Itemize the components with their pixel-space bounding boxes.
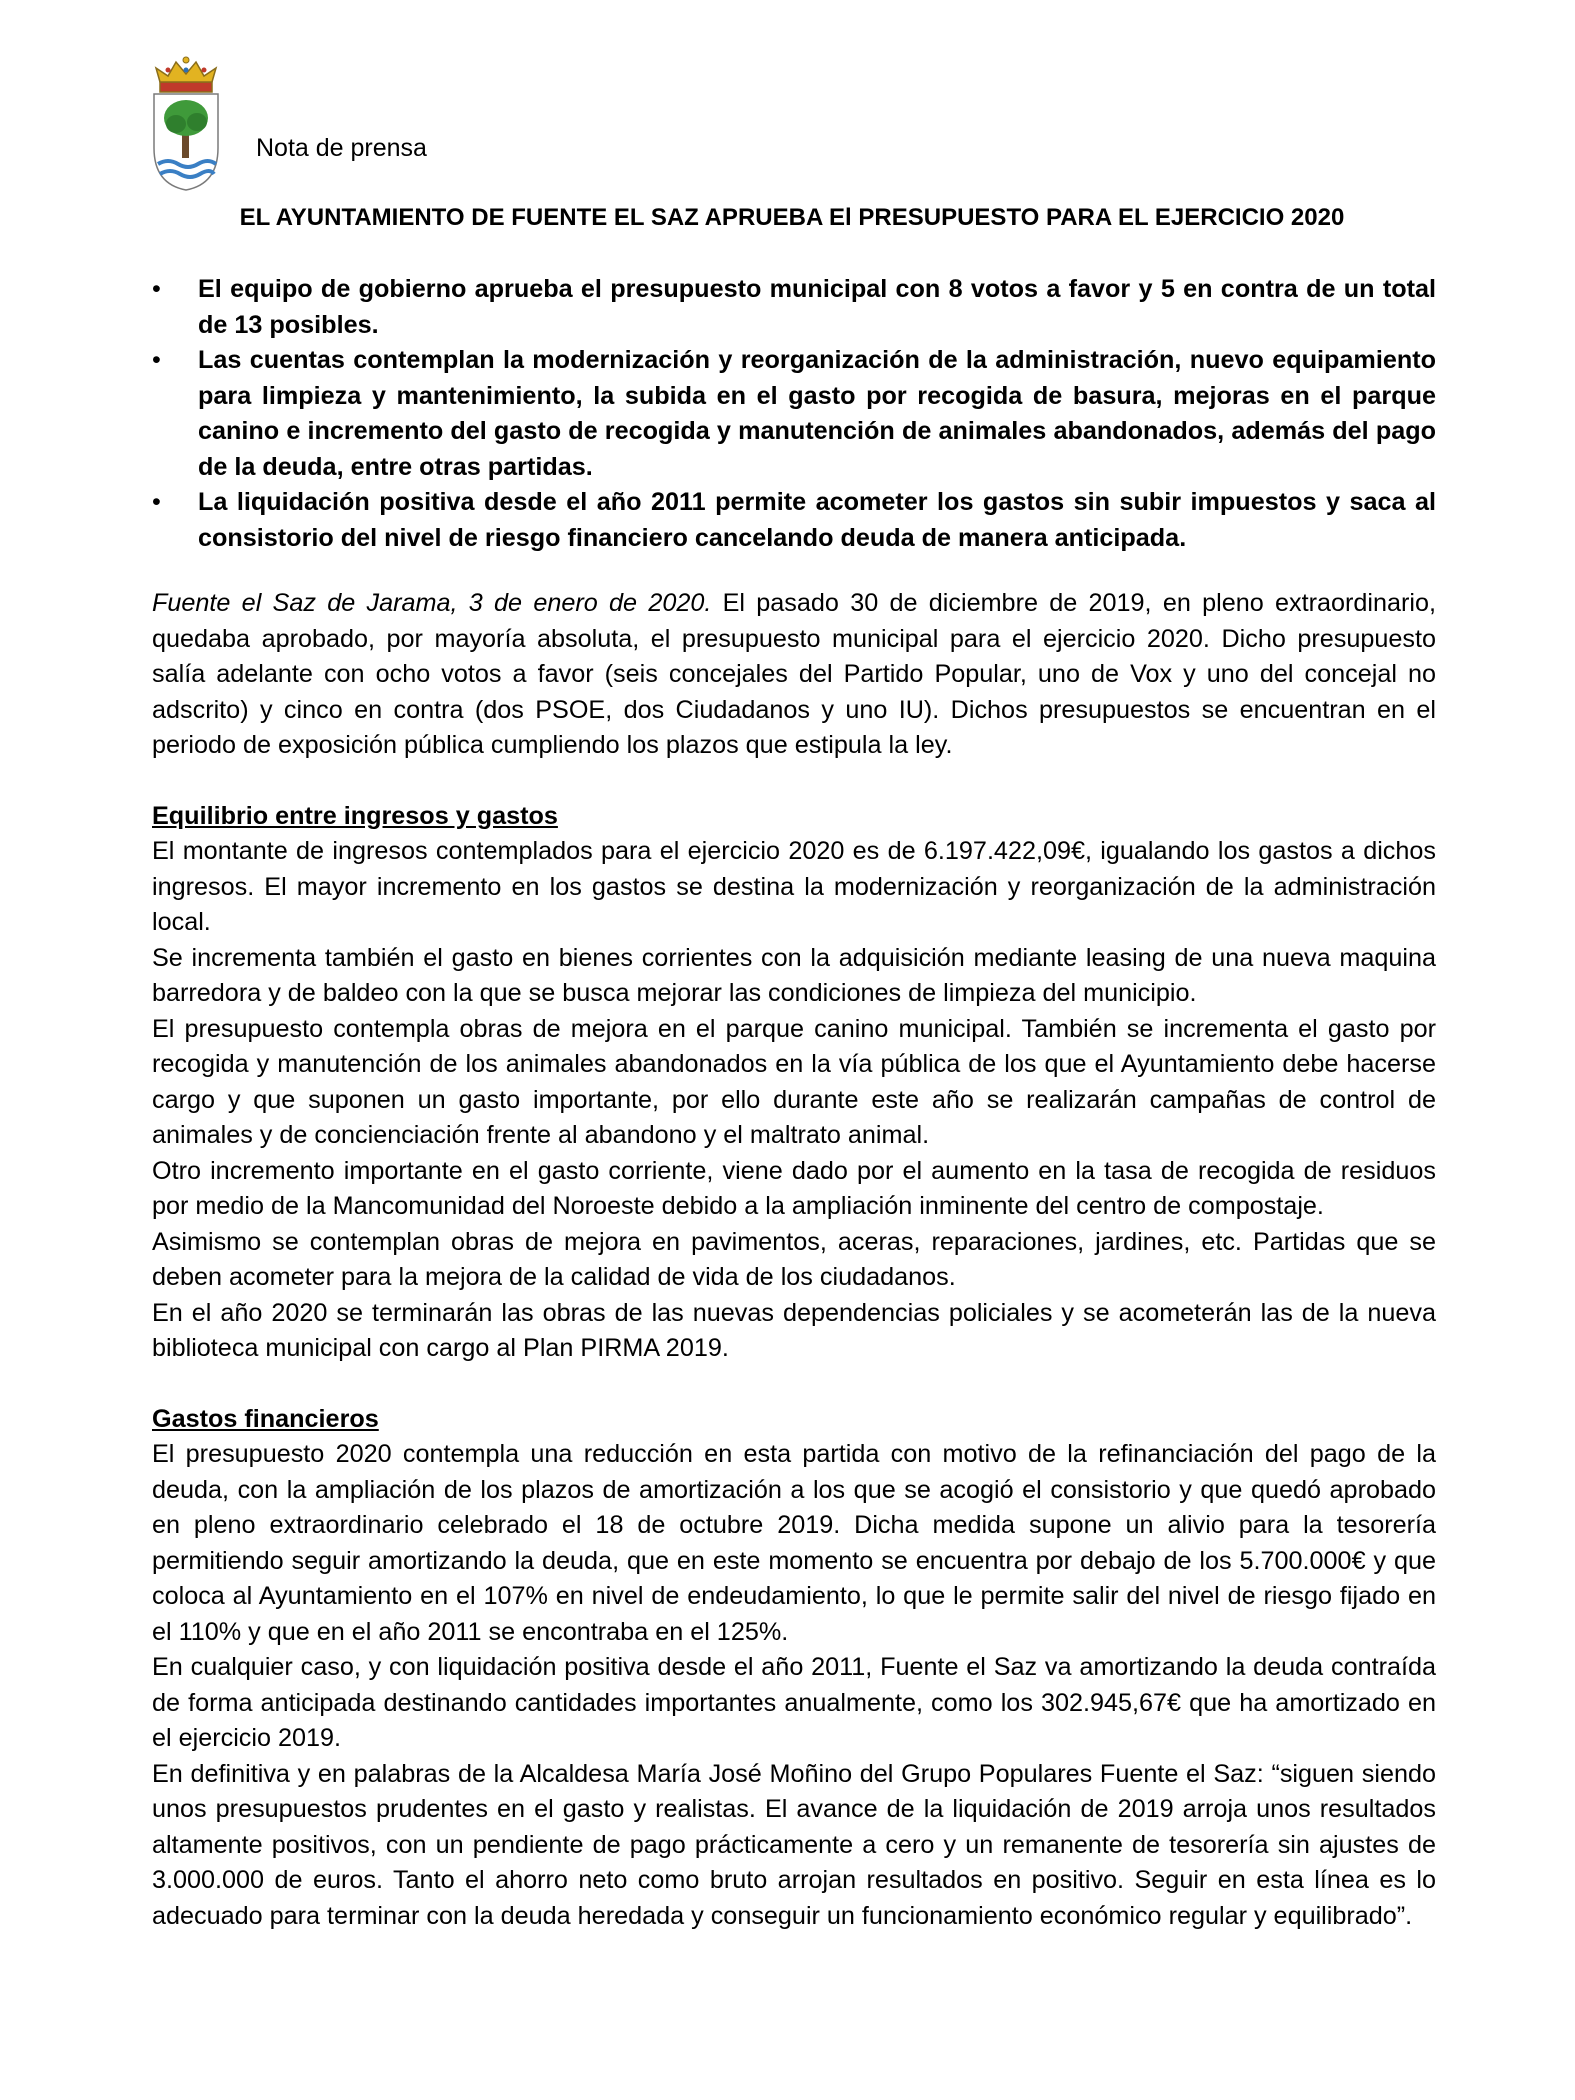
paragraph: Otro incremento importante en el gasto corriente, viene dado por el aumento en la tasa de recogida de residuos por medio de la Mancomunidad del Noroeste debido a la ampliación inminente del centro de compostaje. — [152, 1156, 1436, 1220]
dateline: Fuente el Saz de Jarama, 3 de enero de 2020. — [152, 589, 712, 617]
section-heading-gastos-financieros: Gastos financieros — [152, 1404, 379, 1433]
intro-text: El pasado 30 de diciembre de 2019, en pleno extraordinario, quedaba aprobado, por mayoría absoluta, el presupuesto municipal para el ejercicio 2020. Dicho presupuesto salía adelante con ocho votos a favor (seis concejales del Partido Popular, uno de Vox y uno del concejal no adscrito) y cinco en contra (dos PSOE, dos Ciudadanos y uno IU). Dichos presupuestos se encuentran en el periodo de exposición pública cumpliendo los plazos que estipula la ley. — [152, 589, 1437, 759]
list-item — [152, 272, 1436, 343]
paragraph: Asimismo se contemplan obras de mejora en pavimentos, aceras, reparaciones, jardines, etc. Partidas que se deben acometer para la mejora de la calidad de vida de los ciudadanos. — [152, 1227, 1436, 1291]
press-release-label: Nota de prensa — [256, 134, 427, 162]
bullet-text: La liquidación positiva desde el año 2011 permite acometer los gastos sin subir impuestos y saca al consistorio del nivel de riesgo financiero cancelando deuda de manera anticipada. — [198, 488, 1436, 552]
paragraph: Se incrementa también el gasto en bienes corrientes con la adquisición mediante leasing de una nueva maquina barredora y de baldeo con la que se busca mejorar las condiciones de limpieza del municipio. — [152, 943, 1436, 1007]
bullet-text: Las cuentas contemplan la modernización y reorganización de la administración, nuevo equipamiento para limpieza y mantenimiento, la subida en el gasto por recogida de basura, mejoras en el parque canino e incremento del gasto de recogida y manutención de animales abandonados, además del pago de la deuda, entre otras partidas. — [198, 346, 1436, 481]
bullet-icon: • — [152, 488, 161, 516]
paragraph: En el año 2020 se terminarán las obras de las nuevas dependencias policiales y se acometerán las de la nueva biblioteca municipal con cargo al Plan PIRMA 2019. — [152, 1298, 1436, 1362]
municipal-coat-of-arms-icon — [148, 56, 224, 192]
paragraph: En cualquier caso, y con liquidación positiva desde el año 2011, Fuente el Saz va amortizando la deuda contraída de forma anticipada destinando cantidades importantes anualmente, como los 302.945,67€ que ha amortizado en el ejercicio 2019. — [152, 1653, 1436, 1752]
section-heading-equilibrio: Equilibrio entre ingresos y gastos — [152, 801, 558, 830]
bullet-icon: • — [152, 346, 161, 374]
bullet-text: El equipo de gobierno aprueba el presupuesto municipal con 8 votos a favor y 5 en contra de un total de 13 posibles. — [198, 275, 1436, 339]
list-item — [152, 485, 1436, 556]
article-body — [152, 586, 1436, 1934]
summary-bullet-list — [152, 272, 1436, 556]
paragraph: En definitiva y en palabras de la Alcaldesa María José Moñino del Grupo Populares Fuente el Saz: “siguen siendo unos presupuestos prudentes en el gasto y realistas. El avance de la liquidación de 2019 arroja unos resultados altamente positivos, con un pendiente de pago prácticamente a cero y un remanente de tesorería sin ajustes de 3.000.000 de euros. Tanto el ahorro neto como bruto arrojan resultados en positivo. Seguir en esta línea es lo adecuado para terminar con la deuda heredada y conseguir un funcionamiento económico regular y equilibrado”. — [152, 1759, 1436, 1930]
paragraph: El montante de ingresos contemplados para el ejercicio 2020 es de 6.197.422,09€, igualando los gastos a dichos ingresos. El mayor incremento en los gastos se destina la modernización y reorganización de la administración local. — [152, 837, 1436, 936]
page-title: EL AYUNTAMIENTO DE FUENTE EL SAZ APRUEBA El PRESUPUESTO PARA EL EJERCICIO 2020 — [239, 204, 1345, 231]
paragraph: El presupuesto 2020 contempla una reducción en esta partida con motivo de la refinanciación del pago de la deuda, con la ampliación de los plazos de amortización a los que se acogió el consistorio y que quedó aprobado en pleno extraordinario celebrado el 18 de octubre 2019. Dicha medida supone un alivio para la tesorería permitiendo seguir amortizando la deuda, que en este momento se encuentra por debajo de los 5.700.000€ y que coloca al Ayuntamiento en el 107% en nivel de endeudamiento, lo que le permite salir del nivel de riesgo fijado en el 110% y que en el año 2011 se encontraba en el 125%. — [152, 1440, 1436, 1646]
paragraph: El presupuesto contempla obras de mejora en el parque canino municipal. También se incrementa el gasto por recogida y manutención de los animales abandonados en la vía pública de los que el Ayuntamiento debe hacerse cargo y que suponen un gasto importante, por ello durante este año se realizarán campañas de control de animales y de concienciación frente al abandono y el maltrato animal. — [152, 1014, 1436, 1149]
intro-paragraph — [152, 586, 1436, 764]
bullet-icon: • — [152, 275, 161, 303]
list-item — [152, 343, 1436, 485]
